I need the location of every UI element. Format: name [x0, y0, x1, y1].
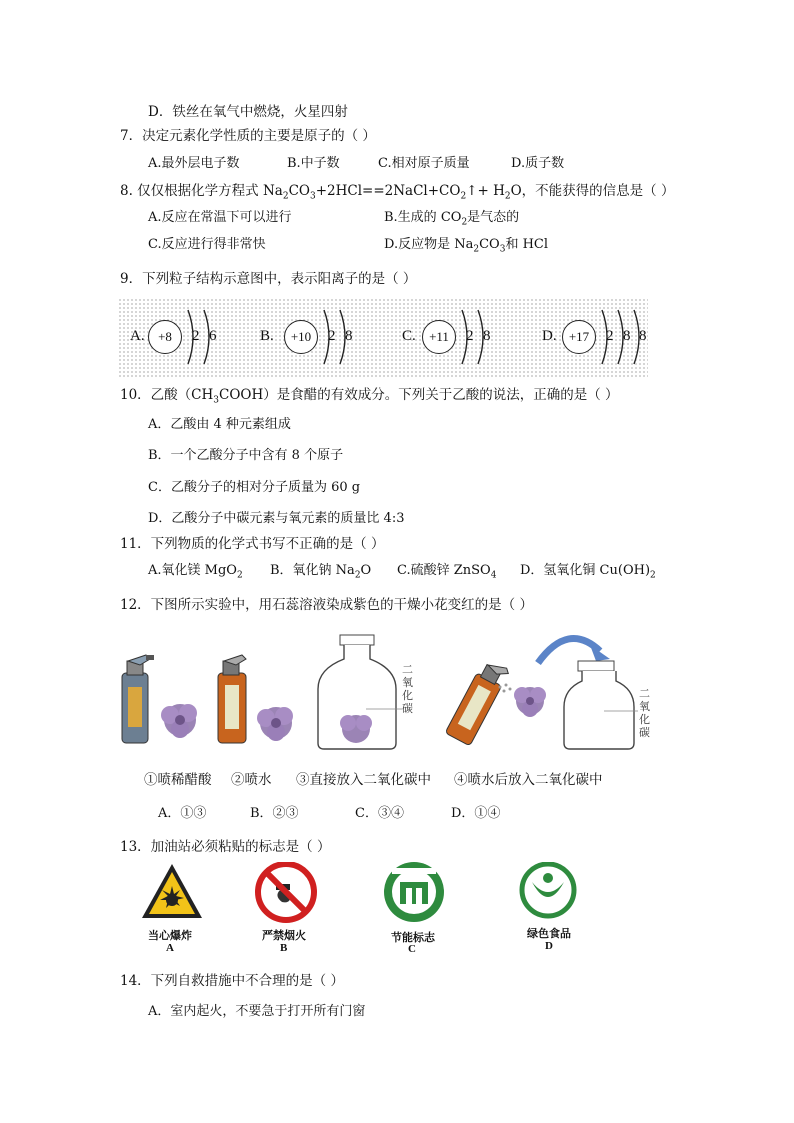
sign-caption-b: 严禁烟火 [262, 929, 306, 942]
sign-letter-d: D [545, 940, 553, 952]
q12-option-a: A．①③ [158, 806, 207, 821]
shell-arcs-icon [456, 306, 506, 368]
q14-option-a: A．室内起火，不要急于打开所有门窗 [148, 1004, 366, 1019]
co2-jar-label: 二氧化碳 [639, 687, 650, 739]
sign-letter-b: B [280, 942, 288, 954]
shell-arcs-icon [182, 306, 232, 368]
shell-count: 8 [623, 328, 631, 344]
experiment-caption-4: ④喷水后放入二氧化碳中 [454, 772, 603, 788]
spray-mist-icon [499, 684, 512, 693]
explosion-warning-icon [142, 864, 202, 918]
no-fire-icon [258, 864, 314, 920]
particle-c [402, 298, 512, 378]
shell-count: 2 [192, 328, 200, 344]
q11-stem: 11．下列物质的化学式书写不正确的是（ ） [120, 536, 385, 552]
shell-arcs-icon [318, 306, 368, 368]
co2-jar-label: 二氧化碳 [402, 663, 413, 715]
particle-b [260, 298, 370, 378]
shell-count: 8 [345, 328, 353, 344]
q7-option-a: A.最外层电子数 [148, 156, 240, 171]
gas-jar-icon [564, 661, 638, 749]
q11-option-d: D．氢氧化铜 $Cu(OH)_2$ [520, 563, 656, 581]
shell-count: 2 [466, 328, 474, 344]
green-food-icon [522, 864, 574, 916]
spray-bottle-icon [445, 657, 510, 746]
sign-caption-a: 当心爆炸 [148, 929, 192, 942]
particle-label: C. [402, 328, 416, 344]
q7-option-c: C.相对原子质量 [378, 156, 470, 171]
shell-count: 2 [328, 328, 336, 344]
q8-stem: 8. 仅仅根据化学方程式 $Na_2CO_3+2HCl==2NaCl+CO_2↑+ H_2O$，不能获得的信息是（ ） [120, 183, 675, 202]
particle-label: D. [542, 328, 557, 344]
experiment-caption-2: ②喷水 [231, 772, 272, 788]
q7-option-d: D.质子数 [511, 156, 565, 171]
q11-option-b: B．氧化钠 $Na_2O$ [270, 563, 372, 581]
nucleus: +10 [284, 320, 318, 354]
sign-letter-a: A [166, 942, 174, 954]
shell-count: 8 [483, 328, 491, 344]
q11-option-a: A.氧化镁 MgO$_2$ [148, 563, 243, 581]
q7-option-b: B.中子数 [287, 156, 340, 171]
q7-stem: 7．决定元素化学性质的主要是原子的（ ） [120, 128, 376, 144]
experiment-illustration [118, 625, 658, 755]
q8-option-a: A.反应在常温下可以进行 [148, 210, 292, 225]
q10-stem: 10．乙酸$(CH_3COOH)$是食醋的有效成分。下列关于乙酸的说法，正确的是（ ） [120, 387, 619, 406]
q12-option-d: D．①④ [451, 806, 501, 821]
particle-label: A. [130, 328, 145, 344]
purple-flower-icon [514, 687, 546, 717]
sign-caption-d: 绿色食品 [527, 927, 571, 940]
safety-signs [140, 862, 620, 928]
q6-option-d: D．铁丝在氧气中燃烧，火星四射 [148, 104, 348, 120]
shell-count: 2 [606, 328, 614, 344]
q10-option-a: A．乙酸由 4 种元素组成 [148, 417, 291, 432]
gas-jar-icon [318, 635, 402, 749]
shell-count: 6 [209, 328, 217, 344]
particle-d [542, 298, 652, 378]
q8-option-c: C.反应进行得非常快 [148, 237, 266, 252]
q12-option-b: B．②③ [250, 806, 299, 821]
q14-stem: 14．下列自救措施中不合理的是（ ） [120, 973, 344, 989]
q10-option-c: C．乙酸分子的相对分子质量为 60 g [148, 480, 361, 495]
q12-stem: 12．下图所示实验中，用石蕊溶液染成紫色的干燥小花变红的是（ ） [120, 597, 533, 613]
q10-option-d: D．乙酸分子中碳元素与氧元素的质量比 4:3 [148, 511, 405, 526]
spray-bottle-icon [218, 655, 246, 743]
q8-option-d: D.反应物是 $Na_2CO_3$和 HCl [384, 237, 549, 255]
q8-option-b: B.生成的 $CO_2$是气态的 [384, 210, 520, 228]
curved-arrow-icon [538, 639, 610, 664]
q11-option-c: C.硫酸锌 ZnSO$_4$ [397, 563, 497, 581]
shell-count: 8 [639, 328, 647, 344]
q9-stem: 9．下列粒子结构示意图中，表示阳离子的是（ ） [120, 271, 417, 287]
spray-bottle-icon [122, 655, 154, 743]
particle-diagram-row [118, 298, 648, 378]
experiment-caption-3: ③直接放入二氧化碳中 [296, 772, 431, 788]
particle-a [130, 298, 240, 378]
purple-flower-icon [257, 707, 293, 741]
experiment-caption-1: ①喷稀醋酸 [144, 772, 212, 788]
q12-option-c: C．③④ [355, 806, 404, 821]
energy-saving-icon [384, 862, 444, 922]
q13-stem: 13．加油站必须粘贴的标志是（ ） [120, 839, 331, 855]
sign-caption-c: 节能标志 [391, 931, 435, 944]
nucleus: +8 [148, 320, 182, 354]
sign-letter-c: C [408, 943, 416, 955]
purple-flower-icon [161, 704, 197, 738]
nucleus: +17 [562, 320, 596, 354]
nucleus: +11 [422, 320, 456, 354]
q10-option-b: B．一个乙酸分子中含有 8 个原子 [148, 448, 344, 463]
particle-label: B. [260, 328, 274, 344]
